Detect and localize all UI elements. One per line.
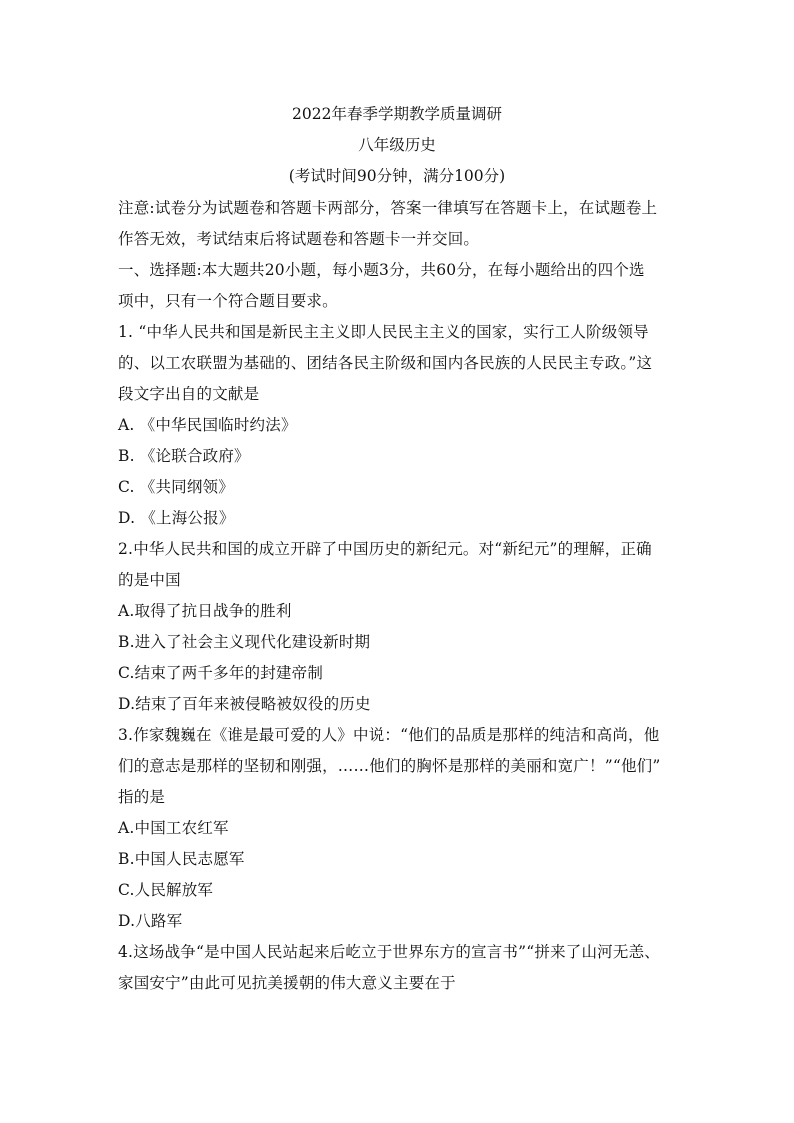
question-1-option-a: A. 《中华民国临时约法》 <box>118 416 297 434</box>
question-3-line-1: 3.作家魏巍在《谁是最可爱的人》中说：“他们的品质是那样的纯洁和高尚，他 <box>118 726 660 744</box>
question-1-line-3: 段文字出自的文献是 <box>118 385 260 403</box>
question-1-option-c: C. 《共同纲领》 <box>118 478 234 496</box>
notice-line-2: 作答无效，考试结束后将试题卷和答题卡一并交回。 <box>118 230 480 248</box>
question-2-option-a: A.取得了抗日战争的胜利 <box>118 602 292 620</box>
question-1-option-d: D. 《上海公报》 <box>118 509 235 527</box>
question-2-option-c: C.结束了两千多年的封建帝制 <box>118 664 324 682</box>
question-3-option-a: A.中国工农红军 <box>118 819 229 837</box>
question-2-line-2: 的是中国 <box>118 571 181 589</box>
notice-line-1: 注意:试卷分为试题卷和答题卡两部分，答案一律填写在答题卡上，在试题卷上 <box>118 199 658 217</box>
question-2-option-d: D.结束了百年来被侵略被奴役的历史 <box>118 695 371 713</box>
section1-line-2: 项中，只有一个符合题目要求。 <box>118 292 338 310</box>
question-3-line-3: 指的是 <box>118 788 166 806</box>
question-1-option-b: B. 《论联合政府》 <box>118 447 250 465</box>
question-4-line-1: 4.这场战争“是中国人民站起来后屹立于世界东方的宣言书”“拼来了山河无恙、 <box>118 943 660 961</box>
question-2-line-1: 2.中华人民共和国的成立开辟了中国历史的新纪元。对“新纪元”的理解，正确 <box>118 540 652 558</box>
question-3-option-b: B.中国人民志愿军 <box>118 850 245 868</box>
exam-title: 2022年春季学期教学质量调研 <box>292 105 502 123</box>
question-3-option-c: C.人民解放军 <box>118 881 214 899</box>
exam-subject: 八年级历史 <box>358 136 436 154</box>
question-3-line-2: 们的意志是那样的坚韧和刚强，……他们的胸怀是那样的美丽和宽广！”“他们” <box>118 757 661 775</box>
question-2-option-b: B.进入了社会主义现代化建设新时期 <box>118 633 371 651</box>
question-3-option-d: D.八路军 <box>118 912 183 930</box>
section1-line-1: 一、选择题:本大题共20小题，每小题3分，共60分，在每小题给出的四个选 <box>118 261 645 279</box>
question-1-line-1: 1. “中华人民共和国是新民主主义即人民民主主义的国家，实行工人阶级领导 <box>118 323 649 341</box>
exam-info: (考试时间90分钟，满分100分) <box>288 167 506 185</box>
question-4-line-2: 家国安宁”由此可见抗美援朝的伟大意义主要在于 <box>118 974 456 992</box>
question-1-line-2: 的、以工农联盟为基础的、团结各民主阶级和国内各民族的人民民主专政。”这 <box>118 354 653 372</box>
